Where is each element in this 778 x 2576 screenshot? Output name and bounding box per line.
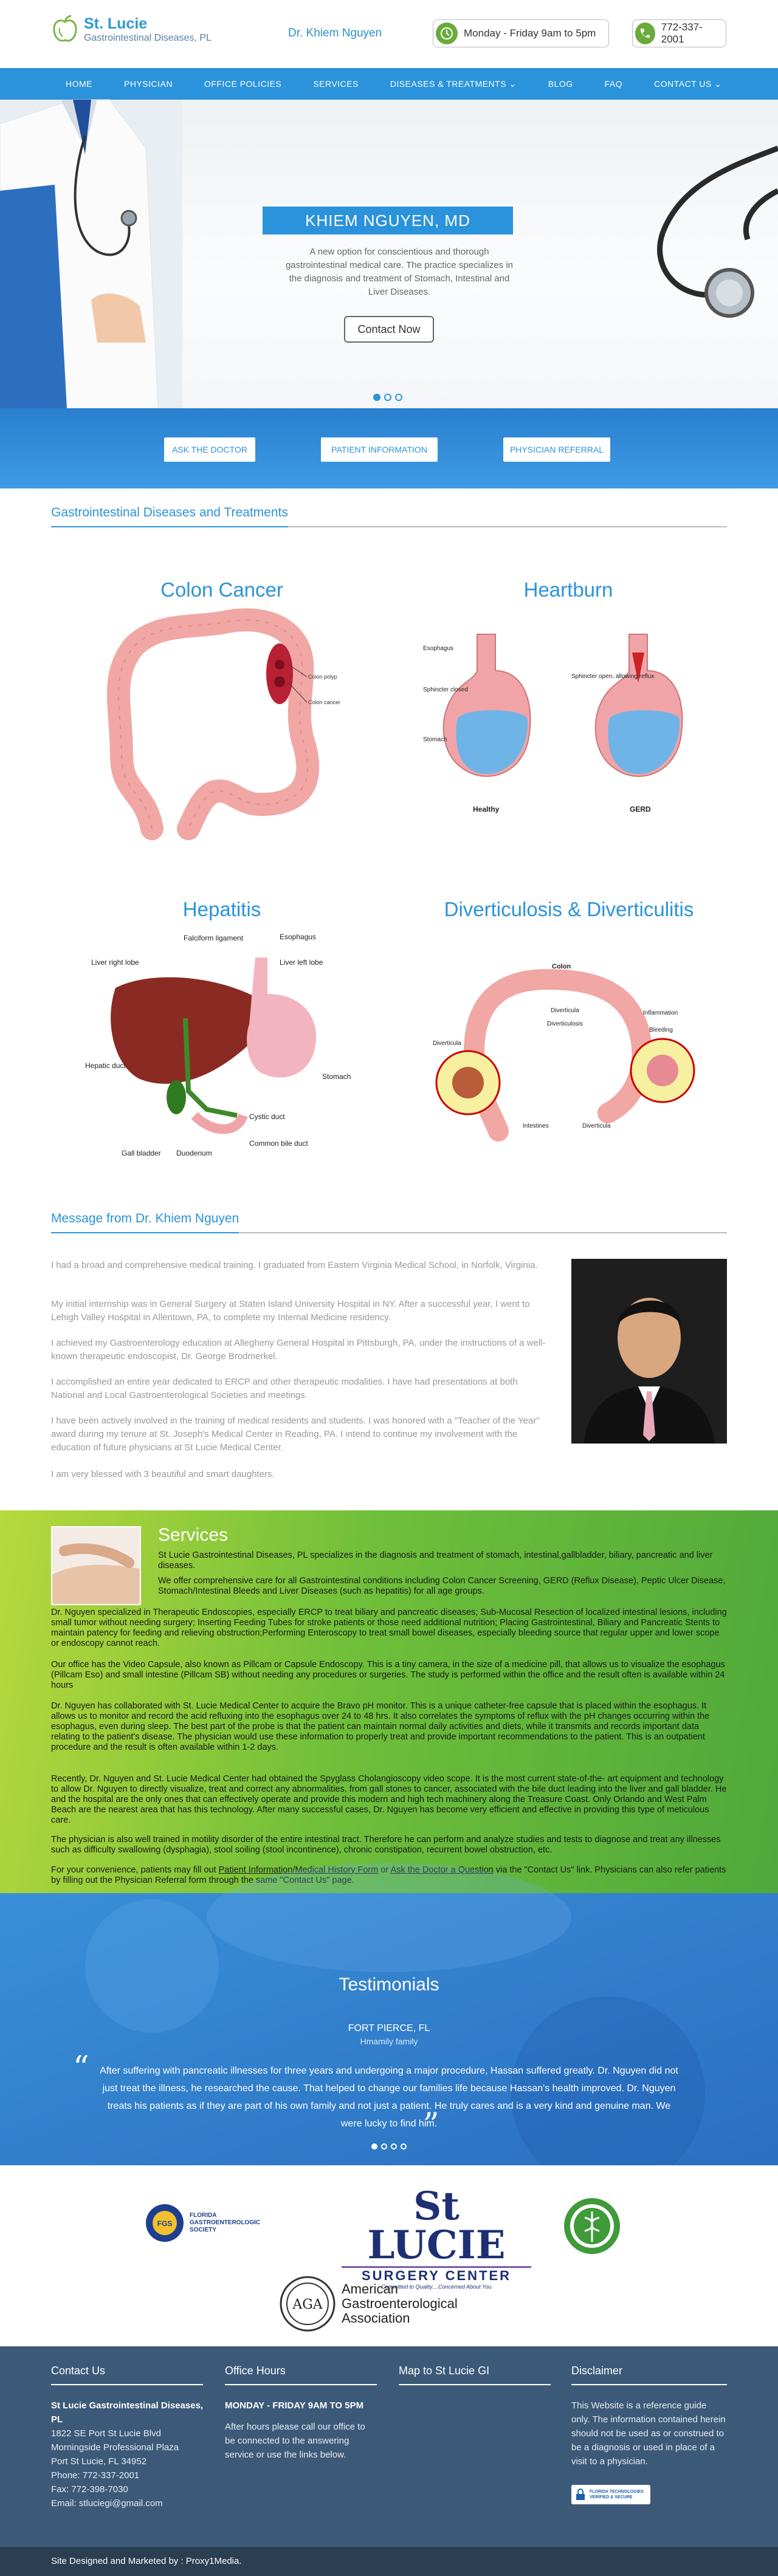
colon-label: Colon (552, 963, 571, 970)
message-section-header (51, 1201, 727, 1233)
stethoscope-photo (644, 100, 778, 408)
common-bile-duct-label: Common bile duct (249, 1139, 308, 1148)
heartburn-illustration (419, 634, 705, 823)
message-paragraph: I achieved my Gastroenterology education at Allegheny General Hospital in Pittsburgh, PA, under the instructions of a well-known therapeutic endoscopist, Dr. George Brodmerkel. (51, 1338, 546, 1362)
patient-info-form-link[interactable]: Patient Information/Medical History Form (218, 1865, 379, 1875)
heartburn-title[interactable]: Heartburn (523, 578, 613, 601)
nav-home[interactable]: HOME (66, 79, 92, 89)
stomach-label: Stomach (423, 736, 447, 743)
duodenum-label: Duodenum (176, 1149, 212, 1157)
testimonials-heading: Testimonials (339, 1975, 439, 1995)
nav-faq[interactable]: FAQ (604, 79, 623, 89)
nav-office-policies[interactable]: OFFICE POLICIES (204, 79, 282, 89)
slider-dot[interactable] (373, 394, 380, 401)
caduceus-logo-icon[interactable] (563, 2197, 621, 2255)
colon-cancer-title[interactable]: Colon Cancer (160, 578, 283, 601)
footer-address-line: Morningside Professional Plaza (51, 2442, 179, 2453)
close-quote-icon: ” (423, 2107, 439, 2143)
colon-cancer-label: Colon cancer (308, 699, 341, 705)
liver-right-lobe-label: Liver right lobe (91, 958, 139, 967)
footer-hours-block (225, 2399, 377, 2462)
sphincter-closed-label: Sphincter closed (423, 687, 468, 693)
hero-slider (0, 100, 778, 408)
st-lucie-surgery-logo[interactable] (342, 2184, 531, 2290)
main-nav (0, 68, 778, 100)
testimonial-dots (371, 2143, 407, 2150)
nav-diseases-treatments[interactable] (374, 79, 532, 89)
diverticula-label: Diverticula (551, 1007, 579, 1014)
affiliations-section (0, 2165, 778, 2348)
footer-email[interactable]: Email: stluciegi@gmail.com (51, 2498, 163, 2509)
footer-practice-name: St Lucie Gastrointestinal Diseases, PL (51, 2400, 204, 2425)
services-heading: Services (158, 1525, 229, 1545)
diverticula-label-3: Diverticula (582, 1123, 611, 1129)
fgs-line: SOCIETY (190, 2227, 216, 2233)
esophagus-label: Esophagus (423, 645, 454, 652)
aga-logo[interactable] (280, 2276, 458, 2332)
aga-line: Association (342, 2311, 410, 2326)
secure-badge[interactable] (571, 2485, 650, 2504)
contact-now-button[interactable]: Contact Now (344, 316, 434, 343)
caring-hands-image (51, 1526, 141, 1605)
message-paragraph: I am very blessed with 3 beautiful and smart daughters. (51, 1469, 275, 1479)
ask-the-doctor-button[interactable]: ASK THE DOCTOR (164, 437, 255, 462)
nav-services[interactable]: SERVICES (313, 79, 359, 89)
surgery-logo-tagline: Committed to Quality....Concerned About You (381, 2284, 492, 2290)
intestines-label: Intestines (523, 1123, 549, 1129)
testimonials-section (0, 1893, 778, 2165)
message-paragraph: I accomplished an entire year dedicated to ERCP and other therapeutic modalities. I have had presentations at both National and Local Gastroenterological Societies and meetings. (51, 1377, 518, 1400)
footer-hours-main: MONDAY - FRIDAY 9AM TO 5PM (225, 2400, 364, 2411)
nav-contact-us[interactable] (638, 79, 737, 89)
footer-phone[interactable]: Phone: 772-337-2001 (51, 2470, 140, 2481)
gall-bladder-label: Gall bladder (122, 1149, 161, 1157)
footer-contact-block (51, 2399, 209, 2510)
footer-map-heading[interactable]: Map to St Lucie GI (399, 2365, 490, 2377)
ask-doctor-link[interactable]: Ask the Doctor a Question (390, 1865, 494, 1875)
aga-line: American (342, 2281, 398, 2297)
testimonial-quote: After suffering with pancreatic illnesses for three years and undergoing a major procedure, Hassan suffered greatly. Dr. Nguyen did not just treat the illness, he researched the cause. That helped to change our families life because Hassan's health improved. Dr. Nguyen treats his patients as if they are part of his own family and not just a patient. He truly cares and is a very kind and genuine man. We were lucky to find him. (100, 2066, 678, 2129)
footer-contact-heading: Contact Us (51, 2365, 106, 2377)
apple-logo-icon (51, 15, 79, 44)
doctor-name-link[interactable]: Dr. Khiem Nguyen (288, 27, 382, 39)
patient-information-button[interactable]: PATIENT INFORMATION (321, 437, 438, 462)
testimonial-location: FORT PIERCE, FL (348, 2023, 430, 2033)
footer-divider (399, 2384, 551, 2385)
footer-divider (225, 2384, 377, 2385)
site-footer (0, 2346, 778, 2547)
office-hours-text: Monday - Friday 9am to 5pm (464, 27, 596, 39)
hepatitis-illustration (79, 933, 371, 1164)
testimonial-dot[interactable] (371, 2143, 377, 2150)
office-hours-pill (433, 19, 609, 47)
footer-divider (571, 2384, 727, 2385)
badge-line: VERIFIED & SECURE (590, 2495, 633, 2499)
site-header (0, 0, 778, 68)
diseases-section-header (51, 495, 727, 527)
phone-pill[interactable] (632, 19, 726, 47)
aga-line: Gastroenterological (342, 2296, 458, 2311)
doctor-photo (0, 100, 182, 408)
services-forms-text: For your convenience, patients may fill out (51, 1865, 219, 1875)
hero-description: A new option for conscientious and thorough gastrointestinal medical care. The practice specializes in the diagnosis and treatment of Stomach, Intestinal and Liver Diseases. (285, 247, 514, 297)
services-forms-text: or (378, 1865, 391, 1875)
services-paragraph: The physician is also well trained in motility disorder of the entire intestinal tract. Therefore he can perform and analyze studies and tests to diagnose and treat any illnesses such as difficulty swallowing (dysphagia), stool soiling (stool incontinence), chronic constipation, recurrent bowel obstruction, etc. (51, 1835, 721, 1855)
chevron-down-icon: ⌄ (509, 78, 517, 89)
diverticula-label-2: Diverticula (433, 1040, 461, 1047)
footer-address-line: Port St Lucie, FL 34952 (51, 2456, 147, 2467)
clock-icon (436, 22, 458, 44)
diverticulosis-title[interactable]: Diverticulosis & Diverticulitis (444, 898, 694, 920)
stomach-label-2: Stomach (322, 1072, 351, 1081)
services-section (0, 1510, 778, 1893)
chevron-down-icon: ⌄ (714, 78, 722, 89)
diverticulosis-label: Diverticulosis (547, 1021, 583, 1027)
site-logo[interactable] (51, 15, 212, 44)
cystic-duct-label: Cystic duct (249, 1112, 285, 1121)
surgery-logo-title: St LUCIE (367, 2184, 506, 2268)
services-paragraph: We offer comprehensive care for all Gastrointestinal conditions including Colon Cancer Screening, GERD (Reflux Disease), Peptic Ulcer Disease, Stomach/Intestinal Bleeds and Liver Diseases (such as hepatitis) for all age groups. (158, 1576, 726, 1596)
services-paragraph: Our office has the Video Capsule, also known as Pillcam or Capsule Endoscopy. This is a tiny camera, in the size of a medicine pill, that allows us to visualize the esophagus (Pillcam Eso) and small intestine (Pillcam SB) without needing any procedures or surgeries. The study is performed within the office and the result often is available within 24 hours (51, 1660, 725, 1690)
colon-polyp-label: Colon polyp (308, 674, 337, 680)
nav-physician[interactable]: PHYSICIAN (124, 79, 173, 89)
copyright-bar: Site Designed and Marketed by : Proxy1Media. (0, 2547, 778, 2576)
bleeding-label: Bleeding (649, 1027, 673, 1033)
gerd-label: GERD (630, 805, 651, 814)
sphincter-open-label: Sphincter open, allowing reflux (571, 673, 655, 680)
inflammation-label: Inflammation (643, 1010, 678, 1016)
services-paragraph: Recently, Dr. Nguyen and St. Lucie Medical Center had obtained the Spyglass Cholangioscopy video scope. It is the most current state-of-the- art equipment and technology to allow Dr. Nguyen to directly visualize, treat and correct any abnormalities, from gall stones to cancer, associated with the bile duct leading into the liver and gall bladder. He and the hospital are the only ones that can effectively operate and provide this modern and high tech machinery along the Treasure Coast. Only Orlando and West Palm Beach are the nearest area that has this technology. After many successful cases, Dr. Nguyen has become very efficient and effective in providing this type of meticulous care. (51, 1774, 727, 1825)
slider-dot[interactable] (395, 394, 402, 401)
footer-disclaimer-text: This Website is a reference guide only. The information contained herein should not be used as or construed to be a diagnosis or used in place of a visit to a physician. (571, 2400, 726, 2467)
lock-icon (574, 2488, 587, 2501)
message-paragraph: I have been actively involved in the training of medical residents and students. I was honored with a "Teacher of the Year" award during my tenure at St. Joseph's Medical Center in Reading, PA. I intend to continue my involvement with the education of future physicians at St Lucie Medical Center. (51, 1416, 540, 1453)
aga-emblem-icon (280, 2276, 336, 2332)
services-intro: St Lucie Gastrointestinal Diseases, PL specializes in the diagnosis and treatment of stomach, intestinal,gallbladder, biliary, pancreatic and liver diseases. (158, 1550, 713, 1571)
phone-number: 772-337-2001 (661, 21, 703, 45)
message-heading: Message from Dr. Khiem Nguyen (51, 1211, 239, 1233)
services-paragraph: Dr. Nguyen specialized in Therapeutic Endoscopies, especially ERCP to treat biliary and pancreatic diseases; Sub-Mucosal Resection of localized intestinal lesions, including small tumor without needing surgery; Inserting Feeding Tubes for stroke patients or those need additional nutrition; Placing Gastrointestinal, Biliary and Pancreatic Stents to maintain patency for feeding and relieving obstruction;Performing Enteroscopy to treat small bowel diseases, especially bleeding source that regular upper and lower scope or endoscopy cannot reach. (51, 1608, 727, 1648)
nav-blog[interactable]: BLOG (548, 79, 573, 89)
footer-address-line: 1822 SE Port St Lucie Blvd (51, 2428, 161, 2439)
falciform-label: Falciform ligament (184, 934, 244, 942)
footer-hours-text: After hours please call our office to be connected to the answering service or use the links below. (225, 2422, 365, 2460)
open-quote-icon: “ (73, 2050, 89, 2086)
nav-contact-label: CONTACT US (654, 78, 712, 89)
fgs-line: GASTROENTEROLOGIC (190, 2219, 261, 2226)
physician-referral-button[interactable]: PHYSICIAN REFERRAL (503, 437, 610, 462)
footer-disclaimer-heading: Disclaimer (571, 2365, 623, 2377)
hepatic-duct-label: Hepatic duct (85, 1061, 126, 1070)
slider-dots (373, 394, 402, 401)
liver-left-lobe-label: Liver left lobe (280, 958, 323, 967)
healthy-label: Healthy (473, 805, 500, 814)
fgs-emblem-icon (145, 2203, 185, 2243)
esophagus-label-2: Esophagus (280, 933, 317, 941)
hepatitis-title[interactable]: Hepatitis (182, 898, 261, 920)
footer-divider (51, 2384, 203, 2385)
testimonial-dot[interactable] (381, 2143, 387, 2150)
svg-text:AGA: AGA (292, 2297, 323, 2312)
fgs-logo[interactable] (145, 2203, 260, 2243)
hero-title: KHIEM NGUYEN, MD (263, 207, 513, 235)
phone-icon (635, 22, 655, 44)
svg-text:FGS: FGS (157, 2219, 173, 2228)
message-paragraph: I had a broad and comprehensive medical training. I graduated from Eastern Virginia Medical School, in Norfolk, Virginia. (51, 1260, 538, 1270)
surgery-logo-subtitle: SURGERY CENTER (342, 2266, 531, 2284)
footer-fax: Fax: 772-398-7030 (51, 2484, 128, 2495)
services-forms-text: via the "Contact Us" link. Physicians can also refer patients by filling out the Physician Referral form through the same "Contact Us" page. (51, 1865, 726, 1885)
logo-subtitle: Gastrointestinal Diseases, PL (84, 33, 212, 43)
colon-cancer-illustration (97, 610, 341, 841)
testimonial-dot[interactable] (401, 2143, 407, 2150)
diseases-heading: Gastrointestinal Diseases and Treatments (51, 505, 288, 527)
nav-diseases-label: DISEASES & TREATMENTS (390, 78, 507, 89)
slider-dot[interactable] (384, 394, 391, 401)
diverticulosis-illustration (425, 955, 711, 1137)
message-paragraph: My initial internship was in General Surgery at Staten Island University Hospital in NY. After a successful year, I went to Lehigh Valley Hospital in Allentown, PA, to complete my Internal Medicine residency. (51, 1299, 530, 1323)
doctor-portrait (571, 1259, 727, 1444)
logo-title: St. Lucie (84, 15, 148, 32)
badge-line: FLORIDA TECHNOLOGIES (590, 2490, 644, 2494)
testimonial-author: Hmamily family (360, 2036, 418, 2046)
footer-hours-heading: Office Hours (225, 2365, 286, 2377)
fgs-line: FLORIDA (190, 2212, 217, 2219)
quick-links-band (0, 408, 778, 488)
testimonial-dot[interactable] (391, 2143, 397, 2150)
services-paragraph: Dr. Nguyen has collaborated with St. Lucie Medical Center to acquire the Bravo pH monitor. This is a unique catheter-free capsule that is placed within the esophagus. It allows us to monitor and record the acid refluxing into the esophagus over 24 to 48 hrs. It also correlates the symptoms of reflux with the pH changes occurring within the esophagus, even during sleep. The best part of the probe is that the patient can maintain normal daily activities and diets, while it transmits and records important data relating to the patient's disease. The physician would use these information to properly treat and provide important recommendations to the patient. This is an outpatient procedure and the result is often available within 1-2 days. (51, 1701, 710, 1752)
